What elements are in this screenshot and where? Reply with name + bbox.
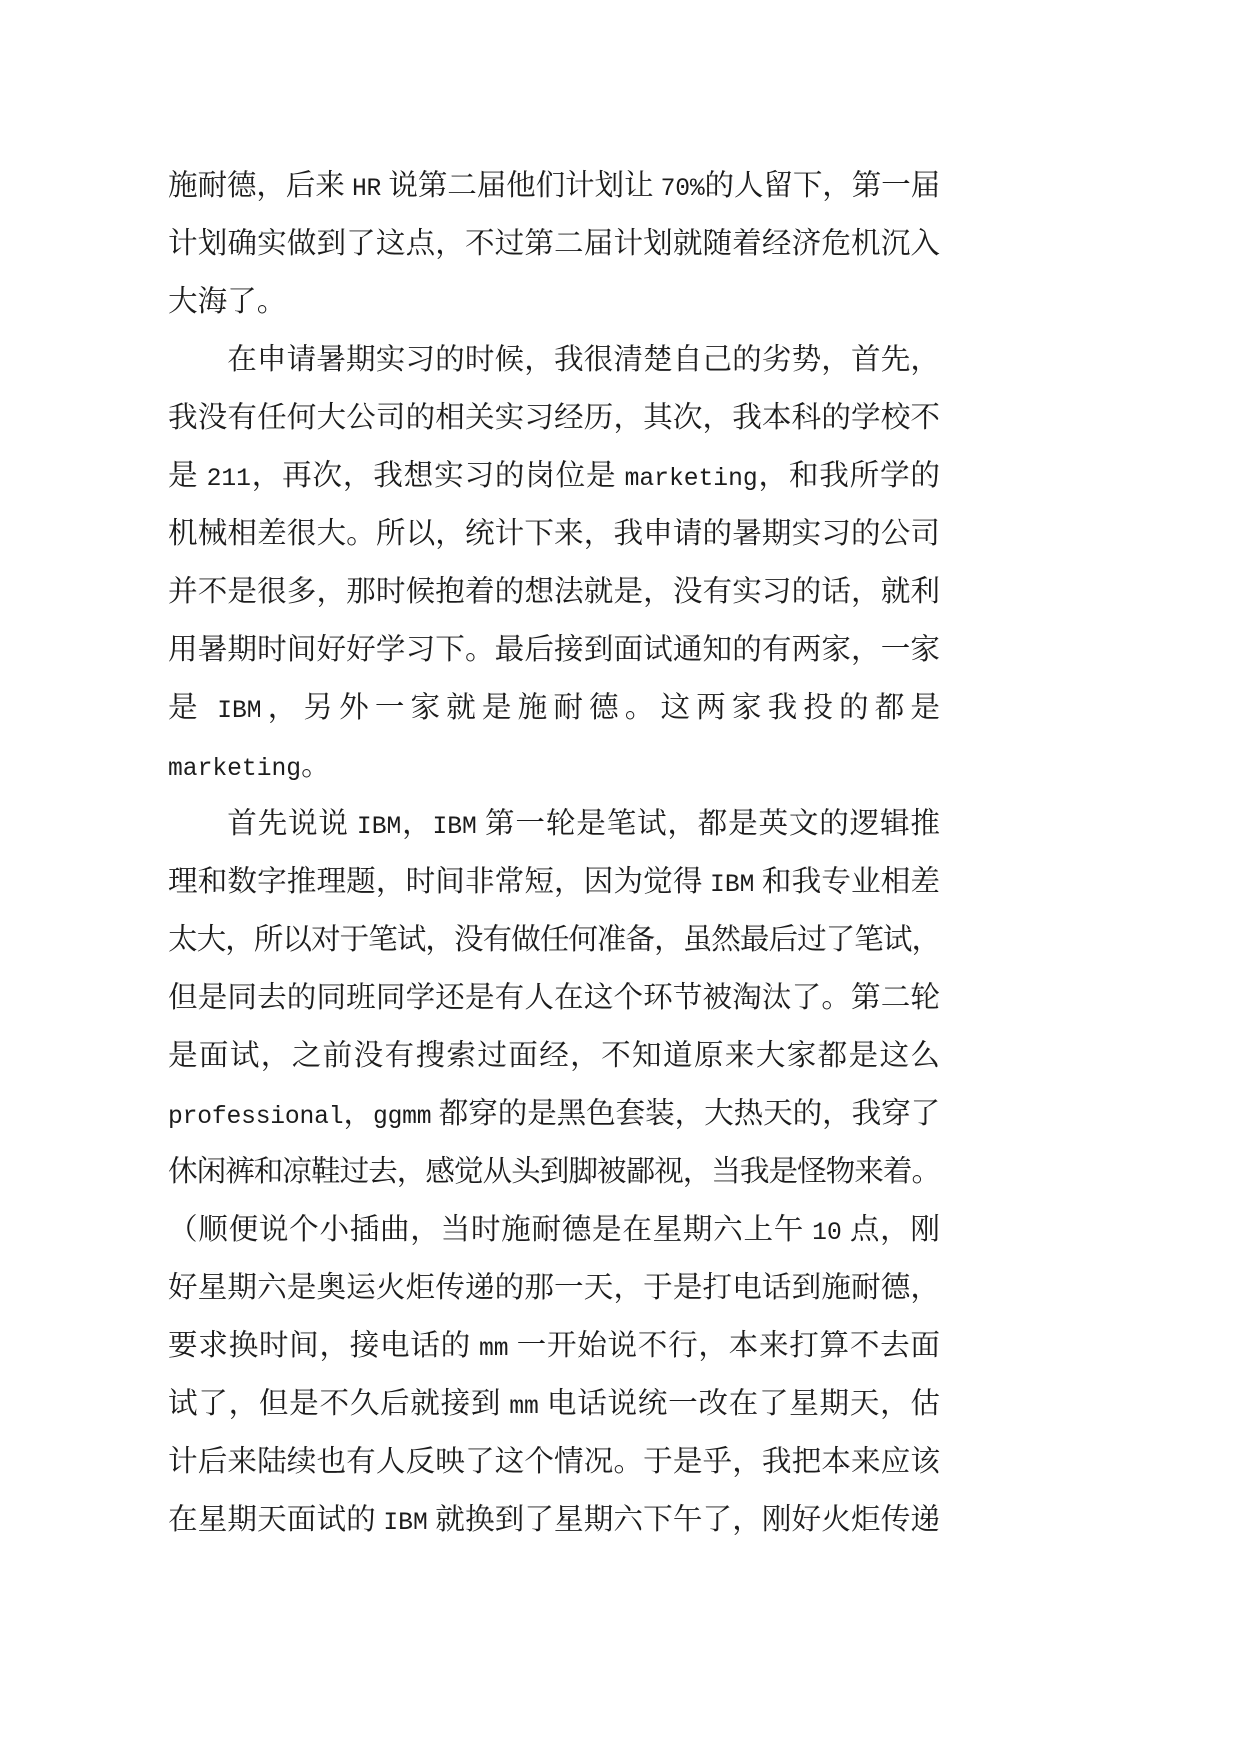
text-line: 是 211，再次，我想实习的岗位是 marketing，和我所学的 <box>168 460 940 493</box>
text-line: 机械相差很大。所以，统计下来，我申请的暑期实习的公司 <box>168 518 940 550</box>
text-line: 我没有任何大公司的相关实习经历，其次，我本科的学校不 <box>168 402 940 434</box>
latin-run: IBM <box>710 871 755 899</box>
text-line: 理和数字推理题，时间非常短，因为觉得 IBM 和我专业相差 <box>168 866 940 899</box>
latin-run: marketing <box>624 465 758 493</box>
text-line: 大海了。 <box>168 286 287 318</box>
text-line: 首先说说 IBM，IBM 第一轮是笔试，都是英文的逻辑推 <box>227 808 941 841</box>
text-line: 休闲裤和凉鞋过去，感觉从头到脚被鄙视，当我是怪物来着。 <box>168 1156 940 1188</box>
latin-run: HR <box>351 175 382 203</box>
latin-run: ggmm <box>372 1103 432 1131</box>
latin-run: IBM <box>383 1509 428 1537</box>
text-line: 用暑期时间好好学习下。最后接到面试通知的有两家，一家 <box>168 634 940 666</box>
text-line: marketing。 <box>168 750 331 783</box>
latin-run: IBM <box>432 813 477 841</box>
text-line: professional，ggmm 都穿的是黑色套装，大热天的，我穿了 <box>168 1098 940 1131</box>
text-line: 计划确实做到了这点，不过第二届计划就随着经济危机沉入 <box>168 228 940 260</box>
latin-run: 10 <box>812 1219 842 1247</box>
text-line: 但是同去的同班同学还是有人在这个环节被淘汰了。第二轮 <box>168 982 940 1014</box>
latin-run: 211 <box>206 465 251 493</box>
text-line: （顺便说个小插曲，当时施耐德是在星期六上午 10 点，刚 <box>168 1214 940 1247</box>
text-line: 施耐德，后来 HR 说第二届他们计划让 70%的人留下，第一届 <box>168 170 941 203</box>
text-line: 并不是很多，那时候抱着的想法就是，没有实习的话，就利 <box>168 576 940 608</box>
paragraph <box>168 157 940 331</box>
latin-run: mm <box>478 1335 509 1363</box>
text-line: 在星期天面试的 IBM 就换到了星期六下午了，刚好火炬传递 <box>168 1504 940 1537</box>
text-line: 在申请暑期实习的时候，我很清楚自己的劣势，首先， <box>227 344 940 376</box>
latin-run: 70% <box>660 175 705 203</box>
body-text <box>168 157 940 1549</box>
paragraph <box>168 795 940 1549</box>
text-line: 好星期六是奥运火炬传递的那一天，于是打电话到施耐德， <box>168 1272 940 1304</box>
latin-run: IBM <box>217 697 262 725</box>
text-line: 是 IBM，另外一家就是施耐德。这两家我投的都是 <box>168 692 940 725</box>
text-line: 要求换时间，接电话的 mm 一开始说不行，本来打算不去面 <box>168 1330 940 1363</box>
latin-run: mm <box>509 1393 539 1421</box>
text-line: 是面试，之前没有搜索过面经，不知道原来大家都是这么 <box>168 1040 940 1072</box>
paragraph <box>168 331 940 795</box>
latin-run: marketing <box>168 755 302 783</box>
latin-run: IBM <box>356 813 402 841</box>
latin-run: professional <box>168 1103 344 1131</box>
text-line: 试了，但是不久后就接到 mm 电话说统一改在了星期天，估 <box>168 1388 940 1421</box>
text-line: 计后来陆续也有人反映了这个情况。于是乎，我把本来应该 <box>168 1446 940 1478</box>
text-line: 太大，所以对于笔试，没有做任何准备，虽然最后过了笔试， <box>168 924 940 956</box>
